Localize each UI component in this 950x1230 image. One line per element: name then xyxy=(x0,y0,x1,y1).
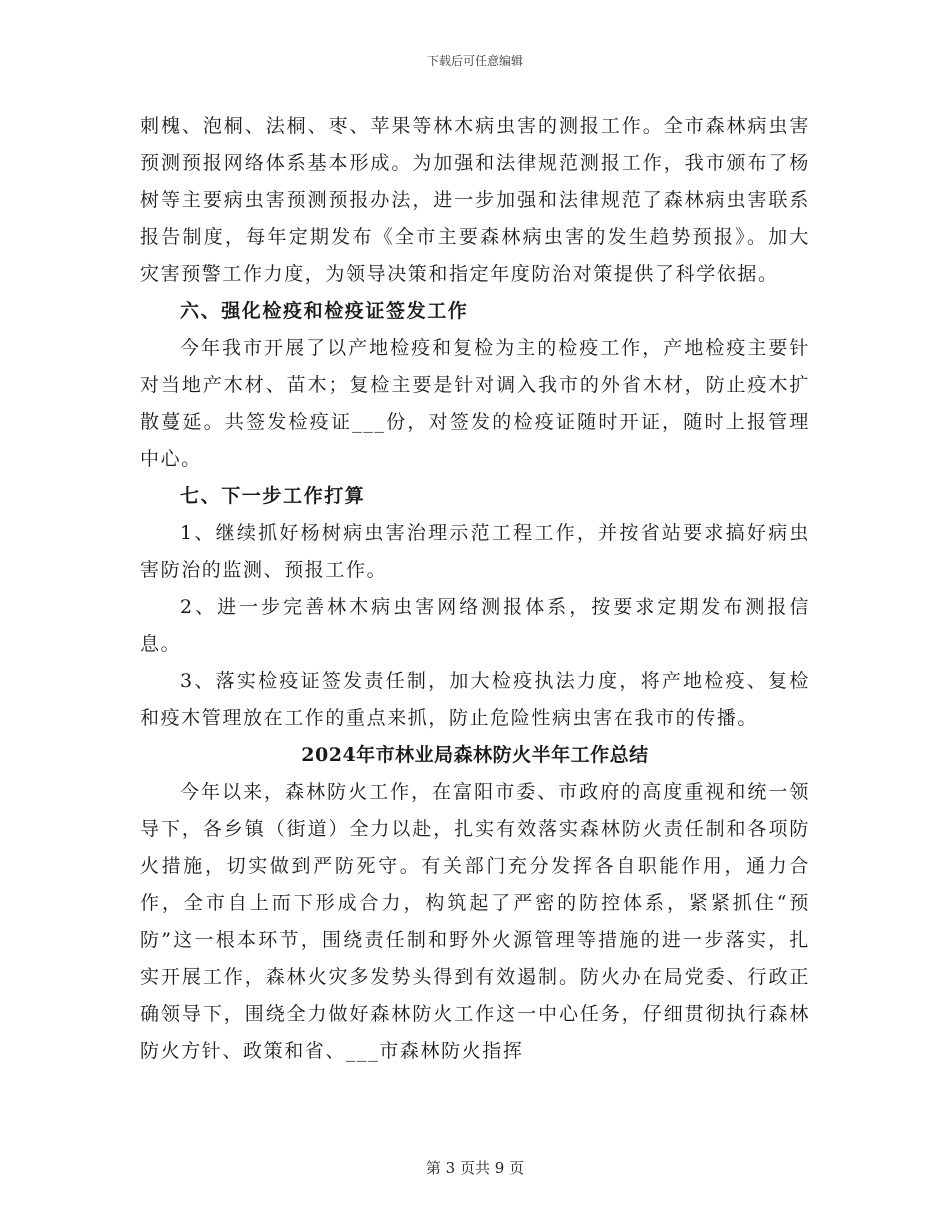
paragraph-quarantine-work: 今年我市开展了以产地检疫和复检为主的检疫工作，产地检疫主要针对当地产木材、苗木；复检主要是针对调入我市的外省木材，防止疫木扩散蔓延。共签发检疫证___份，对签发的检疫证随时开证，随时上报管理中心。 xyxy=(140,337,810,470)
list-item-next-step-2: 2、进一步完善林木病虫害网络测报体系，按要求定期发布测报信息。 xyxy=(140,596,810,655)
list-item-next-step-1: 1、继续抓好杨树病虫害治理示范工程工作，并按省站要求搞好病虫害防治的监测、预报工作。 xyxy=(140,522,810,581)
section-heading-quarantine: 六、强化检疫和检疫证签发工作 xyxy=(180,300,469,322)
document-body xyxy=(140,108,810,1070)
page-header-note: 下载后可任意编辑 xyxy=(426,54,523,68)
page-number-footer: 第 3 页共 9 页 xyxy=(425,1159,525,1177)
paragraph-fire-prevention-summary: 今年以来，森林防火工作，在富阳市委、市政府的高度重视和统一领导下，各乡镇（街道）全力以赴，扎实有效落实森林防火责任制和各项防火措施，切实做到严防死守。有关部门充分发挥各自职能作用，通力合作，全市自上而下形成合力，构筑起了严密的防控体系，紧紧抓住“预防”这一根本环节，围绕责任制和野外火源管理等措施的进一步落实，扎实开展工作，森林火灾多发势头得到有效遏制。防火办在局党委、行政正确领导下，围绕全力做好森林防火工作这一中心任务，仔细贯彻执行森林防火方针、政策和省、___市森林防火指挥 xyxy=(140,781,810,1062)
paragraph-pest-forecasting: 刺槐、泡桐、法桐、枣、苹果等林木病虫害的测报工作。全市森林病虫害预测预报网络体系基本形成。为加强和法律规范测报工作，我市颁布了杨树等主要病虫害预测预报办法，进一步加强和法律规范了森林病虫害联系报告制度，每年定期发布《全市主要森林病虫害的发生趋势预报》。加大灾害预警工作力度，为领导决策和指定年度防治对策提供了科学依据。 xyxy=(140,115,810,285)
document-title-fire-prevention: 2024年市林业局森林防火半年工作总结 xyxy=(301,744,649,766)
section-heading-next-steps: 七、下一步工作打算 xyxy=(180,485,366,507)
list-item-next-step-3: 3、落实检疫证签发责任制，加大检疫执法力度，将产地检疫、复检和疫木管理放在工作的重点来抓，防止危险性病虫害在我市的传播。 xyxy=(140,670,810,729)
